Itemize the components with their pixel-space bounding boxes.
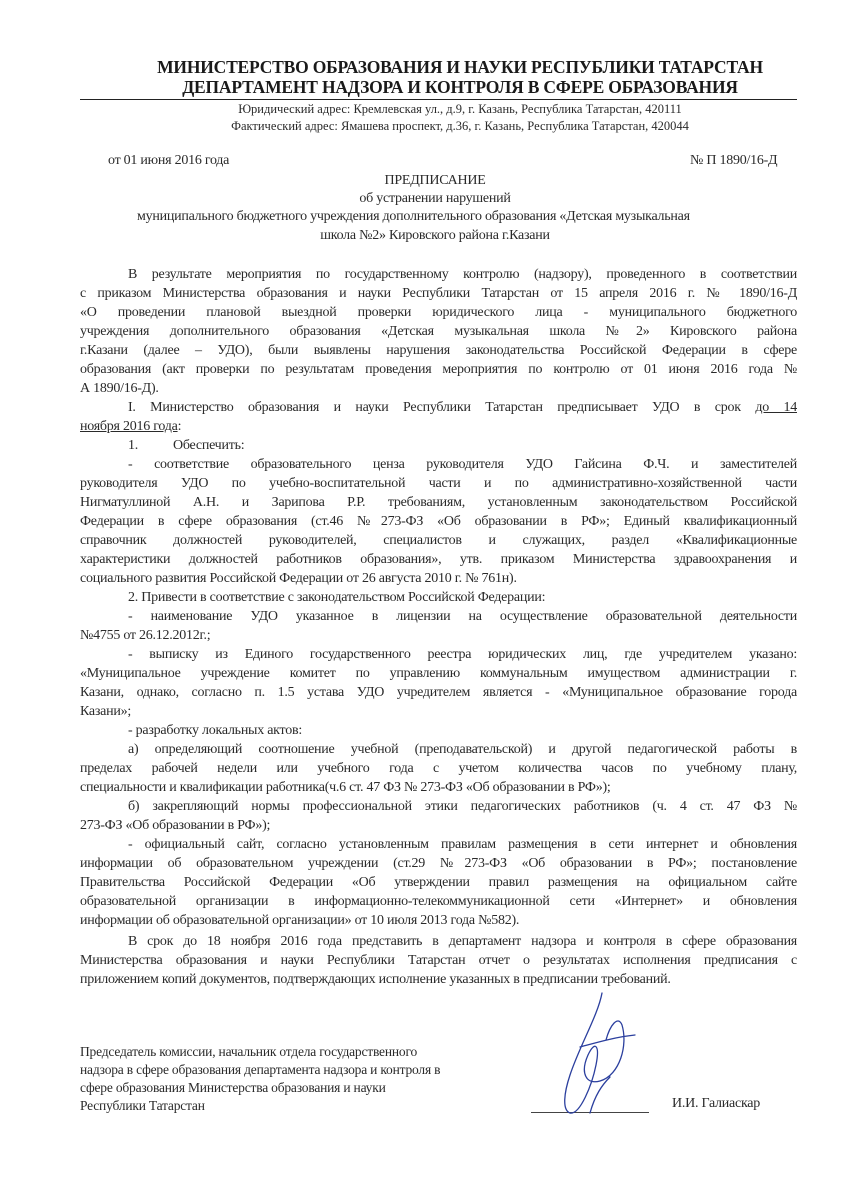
signatory-name: И.И. Галиаскар — [672, 1096, 761, 1111]
text-line: Председатель комиссии, начальник отдела государственного — [80, 1044, 417, 1059]
text-line: Казани»; — [80, 704, 131, 719]
text-line: Правительства Российской Федерации «Об утверждении правил размещения на официальном сайте — [80, 875, 797, 890]
text-line: - наименование УДО указанное в лицензии на осуществление образовательной деятельности — [128, 609, 797, 624]
text-line: - соответствие образовательного ценза руководителя УДО Гайсина Ф.Ч. и заместителей — [128, 457, 797, 472]
paragraph-license — [80, 607, 797, 645]
text-line: справочник должностей руководителей, специалистов и служащих, раздел «Квалификационные — [80, 533, 797, 548]
text-line: - выписку из Единого государственного реестра юридических лиц, где учредителем указано: — [128, 647, 797, 662]
paragraph-registry — [80, 645, 797, 721]
text-line: сфере образования Министерства образования и науки — [80, 1080, 386, 1095]
local-acts-heading: - разработку локальных актов: — [128, 723, 302, 738]
organization-line-1: муниципального бюджетного учреждения дополнительного образования «Детская музыкальная — [137, 209, 690, 224]
organization-line-2: школа №2» Кировского района г.Казани — [320, 228, 550, 243]
item-number: 1. — [128, 438, 138, 453]
text-line: учреждения дополнительного образования «Детская музыкальная школа №2» Кировского района — [80, 324, 797, 339]
document-title: ПРЕДПИСАНИЕ — [384, 173, 486, 188]
text-line: В срок до 18 ноября 2016 года представить в департамент надзора и контроля в сфере образования — [128, 934, 797, 949]
paragraph-report-deadline — [80, 932, 797, 989]
signatory-position — [80, 1043, 520, 1115]
item-label: Обеспечить: — [173, 438, 245, 453]
text-line: информации об образовательном учреждении (ст.29 №273-ФЗ «Об образовании в РФ»; постановление — [80, 856, 797, 871]
paragraph-prescription — [80, 398, 797, 436]
text-line: г.Казани (далее – УДО), были выявлены нарушения законодательства Российской Федерации в сфере — [80, 343, 797, 358]
text-line: пределах рабочей недели или учебного года с учетом количества часов по учебному плану, — [80, 761, 797, 776]
text-line: социального развития Российской Федерации от 26 августа 2010 г. № 761н). — [80, 571, 517, 586]
text-line: руководителя УДО по учебно-воспитательной части и по административно-хозяйственной части — [80, 476, 797, 491]
text-line: с приказом Министерства образования и науки Республики Татарстан от 15 апреля 2016 г. № 1890/16-Д — [80, 286, 797, 301]
text-line: Нигматуллиной А.Н. и Зарипова Р.Р. требованиям, установленным законодательством Российской — [80, 495, 797, 510]
text-line: Федерации в сфере образования (ст.46 №273-ФЗ «Об образовании в РФ»; Единый квалификационный — [80, 514, 797, 529]
text-line: «Муниципальное учреждение комитет по управлению коммунальным имуществом администрации г. — [80, 666, 797, 681]
actual-address: Фактический адрес: Ямашева проспект, д.36, г. Казань, Республика Татарстан, 420044 — [231, 119, 689, 133]
document-subtitle: об устранении нарушений — [359, 191, 511, 206]
text-line: «О проведении плановой выездной проверки юридического лица - муниципального бюджетного — [80, 305, 797, 320]
document-body — [80, 265, 797, 930]
text-line: Казани, однако, согласно п. 1.5 устава УДО учредителем является - «Муниципальное образование города — [80, 685, 797, 700]
legal-address: Юридический адрес: Кремлевская ул., д.9, г. Казань, Республика Татарстан, 420111 — [238, 102, 682, 116]
department-name: ДЕПАРТАМЕНТ НАДЗОРА И КОНТРОЛЯ В СФЕРЕ ОБРАЗОВАНИЯ — [182, 77, 738, 97]
text-line: №4755 от 26.12.2012г.; — [80, 628, 211, 643]
handwritten-signature — [540, 985, 650, 1125]
paragraph-findings — [80, 265, 797, 398]
item-2-heading: 2. Привести в соответствие с законодательством Российской Федерации: — [128, 590, 546, 605]
text-line: 273-ФЗ «Об образовании в РФ»); — [80, 818, 271, 833]
item-1-heading — [80, 436, 797, 455]
colon: : — [177, 419, 182, 434]
text-line — [80, 417, 797, 436]
deadline-part-2: ноября 2016 года — [80, 419, 178, 434]
text-line: образования (акт проверки по результатам проведения мероприятия по контролю от 01 июня 2016 года № — [80, 362, 797, 377]
text-line: а) определяющий соотношение учебной (преподавательской) и другой педагогической работы в — [128, 742, 797, 757]
text-line: информации об образовательной организации» от 10 июля 2013 года №582). — [80, 913, 520, 928]
document-number: № П 1890/16-Д — [690, 153, 778, 168]
text-line: образовательной организации в информационно-телекоммуникационной сети «Интернет» и обновления — [80, 894, 797, 909]
header-divider — [80, 99, 797, 100]
text-line: надзора в сфере образования департамента надзора и контроля в — [80, 1062, 441, 1077]
paragraph-act-b — [80, 797, 797, 835]
text-line: Министерства образования и науки Республики Татарстан отчет о результатах исполнения предписания с — [80, 953, 797, 968]
ministry-name: МИНИСТЕРСТВО ОБРАЗОВАНИЯ И НАУКИ РЕСПУБЛИКИ ТАТАРСТАН — [157, 57, 763, 77]
text-line: б) закрепляющий нормы профессиональной этики педагогических работников (ч. 4 ст. 47 ФЗ № — [128, 799, 797, 814]
text-line — [80, 398, 797, 417]
text-line: В результате мероприятия по государственному контролю (надзору), проведенного в соответствии — [128, 267, 797, 282]
document-date: от 01 июня 2016 года — [108, 153, 230, 168]
prescription-text: I. Министерство образования и науки Республики Татарстан предписывает УДО в срок — [128, 400, 756, 415]
deadline-part-1: до 14 — [755, 400, 797, 415]
text-line: характеристики должностей работников образования», утв. приказом Министерства здравоохранения и — [80, 552, 797, 567]
text-line: Республики Татарстан — [80, 1098, 205, 1113]
text-line: - официальный сайт, согласно установленным правилам размещения в сети интернет и обновления — [128, 837, 797, 852]
text-line: приложением копий документов, подтверждающих исполнение указанных в предписании требований. — [80, 972, 671, 987]
paragraph-qualification — [80, 455, 797, 588]
paragraph-act-a — [80, 740, 797, 797]
text-line: А 1890/16-Д). — [80, 381, 159, 396]
paragraph-website — [80, 835, 797, 930]
text-line: специальности и квалификации работника(ч.6 ст. 47 ФЗ № 273-ФЗ «Об образовании в РФ»); — [80, 780, 611, 795]
